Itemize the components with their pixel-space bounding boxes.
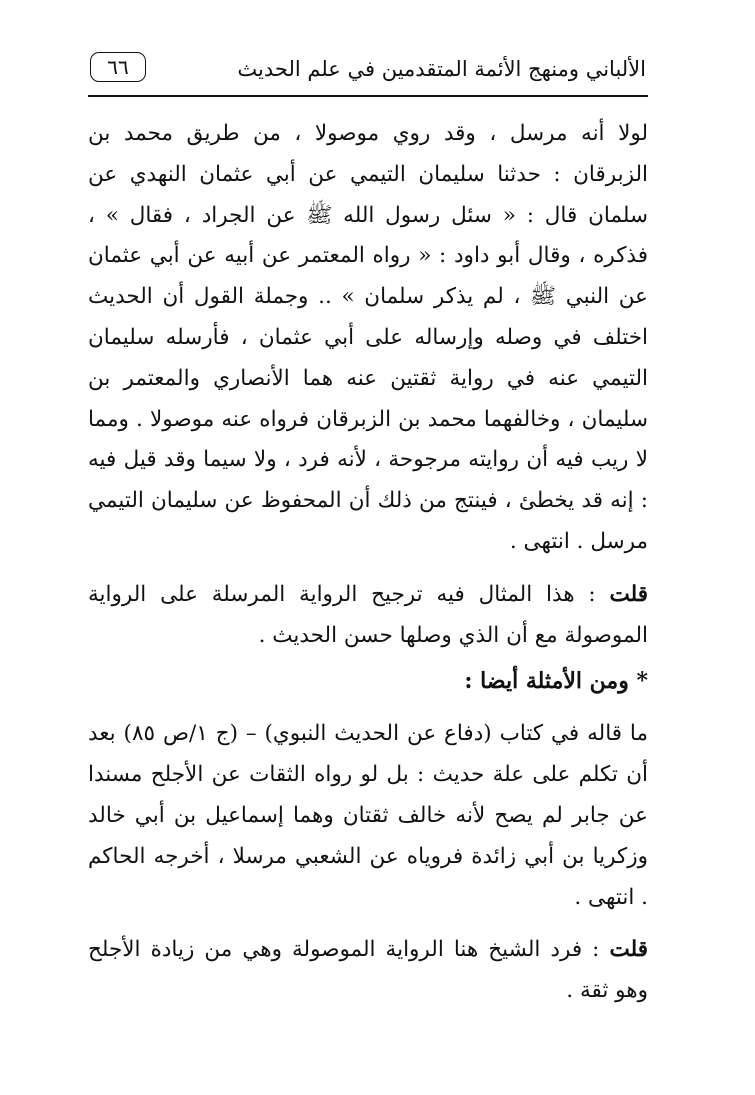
paragraph-3-text: ما قاله في كتاب (دفاع عن الحديث النبوي) – (ج ١/ص ٨٥) بعد أن تكلم على علة حديث : بل لو رواه الثقات عن الأجلح مسندا عن جابر لم يصح لأنه خالف ثقتان وهما إسماعيل بن أبي خالد وزكريا بن أبي زائدة فروياه عن الشعبي مرسلا ، أخرجه الحاكم . انتهى . (88, 721, 649, 910)
paragraph-2-lead: قلت (609, 581, 648, 607)
page-header (88, 52, 648, 92)
paragraph-1 (88, 114, 648, 563)
paragraph-1-text: لولا أنه مرسل ، وقد روي موصولا ، من طريق محمد بن الزبرقان : حدثنا سليمان التيمي عن أبي عثمان النهدي عن سلمان قال : « سئل رسول الله ﷺ عن الجراد ، فقال » ، فذكره ، وقال أبو داود : « رواه المعتمر عن أبيه عن أبي عثمان عن النبي ﷺ ، لم يذكر سلمان » .. وجملة القول أن الحديث اختلف في وصله وإرساله على أبي عثمان ، فأرسله سليمان التيمي عنه في رواية ثقتين عنه هما الأنصاري والمعتمر بن سليمان ، وخالفهما محمد بن الزبرقان فرواه عنه موصولا . ومما لا ريب فيه أن روايته مرجوحة ، لأنه فرد ، ولا سيما وقد قيل فيه : إنه قد يخطئ ، فينتج من ذلك أن المحفوظ عن سليمان التيمي مرسل . انتهى . (88, 121, 648, 554)
header-rule (88, 95, 648, 97)
subheading-text: ومن الأمثلة أيضا : (464, 668, 637, 695)
paragraph-3 (88, 714, 648, 918)
paragraph-2 (88, 575, 648, 657)
subheading (88, 660, 648, 702)
page-number: ٦٦ (90, 52, 146, 82)
running-title: الألباني ومنهج الأئمة المتقدمين في علم الحديث (237, 57, 646, 81)
paragraph-4 (88, 930, 648, 1012)
paragraph-4-lead: قلت (609, 937, 648, 963)
star-icon: * (636, 668, 648, 695)
paragraph-2-text: : هذا المثال فيه ترجيح الرواية المرسلة على الرواية الموصولة مع أن الذي وصلها حسن الحديث . (88, 581, 648, 648)
paragraph-4-text: : فرد الشيخ هنا الرواية الموصولة وهي من زيادة الأجلح وهو ثقة . (88, 937, 648, 1004)
page-body (88, 114, 648, 1012)
